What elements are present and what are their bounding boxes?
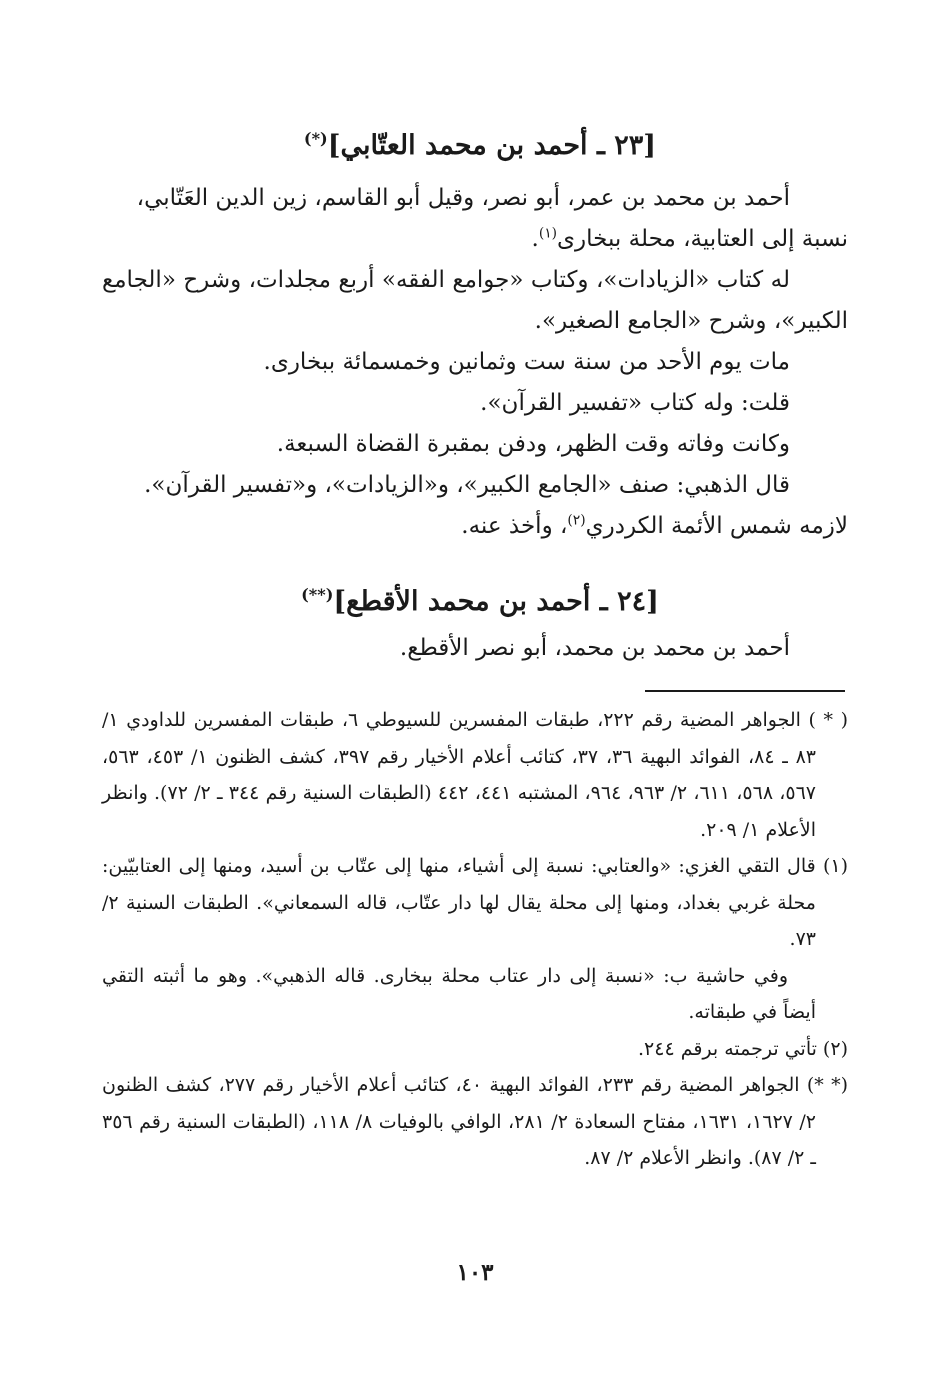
entry-23-line-1: أحمد بن محمد بن عمر، أبو نصر، وقيل أبو القاسم، زين الدين العَتّابي، (136, 185, 790, 211)
entry-23-line-4: مات يوم الأحد من سنة ست وثمانين وخمسمائة ببخارى. (263, 349, 790, 375)
footnote-1-continuation: وفي حاشية ب: «نسبة إلى دار عتاب محلة ببخارى. قاله الذهبي». وهو ما أثبته التقي أيضاً في طبقاته. (102, 964, 816, 1023)
entry-23-heading: [٢٣ ـ أحمد بن محمد العتّابي](*) (303, 129, 657, 161)
entry-23-line-8: لازمه شمس الأئمة الكردري$^{(٢)}$، وأخذ عنه. (461, 512, 848, 539)
note-ref-1: (١) (538, 225, 558, 242)
entry-24-body (102, 628, 848, 669)
entry-23-line-2: نسبة إلى العتابية، محلة ببخارى$^{(١)}$. (531, 225, 848, 252)
entry-23-line-7: قال الذهبي: صنف «الجامع الكبير»، و«الزيادات»، و«تفسير القرآن». (144, 472, 790, 498)
footnote-divider (645, 690, 845, 692)
note-ref-2: (٢) (567, 512, 586, 529)
page-number: ١٠٣ (456, 1259, 494, 1286)
footnote-star: ( * ) الجواهر المضية رقم ٢٢٢، طبقات المفسرين للسيوطي ٦، طبقات المفسرين للداودي ١/ ٨٣ ـ ٨٤، الفوائد البهية ٣٦، ٣٧، كتائب أعلام الأخيار رقم ٣٩٧، كشف الظنون ١/ ٤٥٣، ٥٦٣، ٥٦٧، ٥٦٨، ٦١١، ٢/ ٩٦٣، ٩٦٤، المشتبه ٤٤١، ٤٤٢ (الطبقات السنية رقم ٣٤٤ ـ ٢/ ٧٢). وانظر الأعلام ١/ ٢٠٩. (102, 709, 849, 841)
entry-24-line-1: أحمد بن محمد بن محمد، أبو نصر الأقطع. (399, 635, 790, 661)
entry-24-heading: [٢٤ ـ أحمد بن محمد الأقطع](**) (301, 585, 659, 617)
footnote-1: (١) قال التقي الغزي: «والعتابي: نسبة إلى أشياء، منها إلى عتّاب بن أسيد، ومنها إلى العتابيّين: محلة غربي بغداد، ومنها إلى محلة يقال لها دار عتّاب، قاله السمعاني». الطبقات السنية ٢/ ٧٣. (102, 855, 848, 950)
entry-23-line-6: وكانت وفاته وقت الظهر، ودفن بمقبرة القضاة السبعة. (276, 431, 790, 457)
footnote-2: (٢) تأتي ترجمته برقم ٢٤٤. (637, 1037, 848, 1060)
entry-23-body (102, 178, 848, 547)
footnote-double-star: (* *) الجواهر المضية رقم ٢٣٣، الفوائد البهية ٤٠، كتائب أعلام الأخيار رقم ٢٧٧، كشف الظنون ٢/ ١٦٢٧، ١٦٣١، مفتاح السعادة ٢/ ٢٨١، الوافي بالوفيات ٨/ ١١٨، (الطبقات السنية رقم ٣٥٦ ـ ٢/ ٨٧). وانظر الأعلام ٢/ ٨٧. (102, 1074, 848, 1169)
entry-23-line-3: له كتاب «الزيادات»، وكتاب «جوامع الفقه» أربع مجلدات، وشرح «الجامع الكبير»، وشرح «الجامع الصغير». (102, 267, 848, 334)
footnotes (102, 702, 848, 1177)
entry-23-line-5: قلت: وله كتاب «تفسير القرآن». (480, 390, 790, 416)
